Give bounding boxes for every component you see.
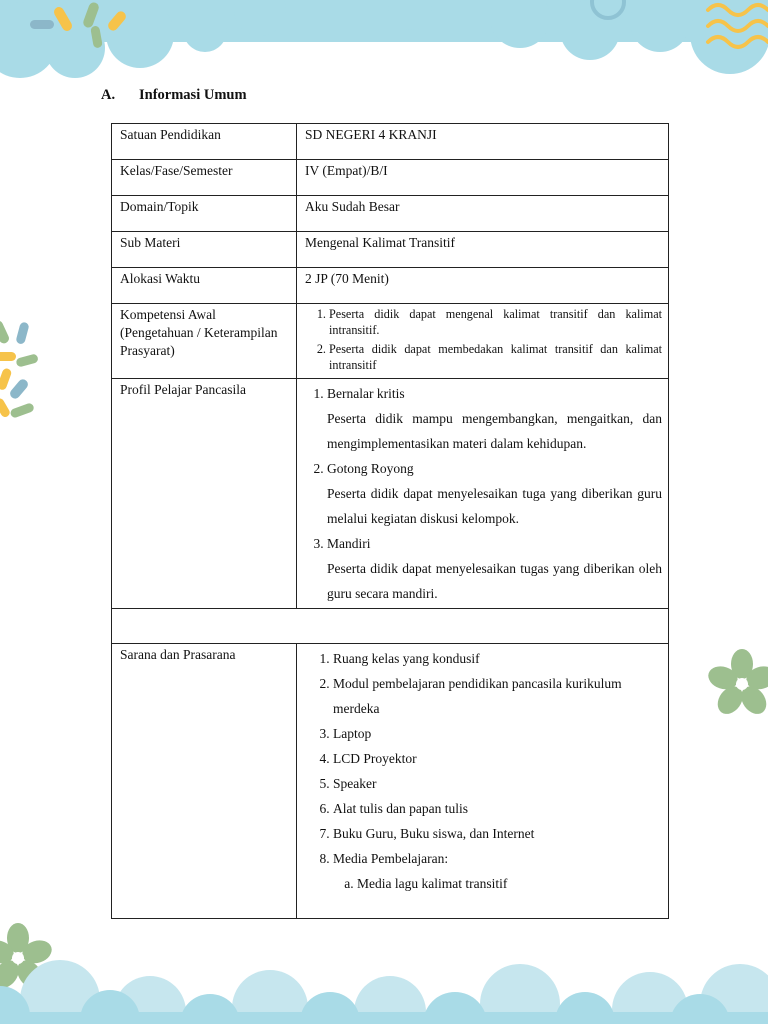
list-item: 2. Peserta didik dapat membedakan kalimat transitif dan kalimat intransitif bbox=[329, 341, 662, 374]
row-label: Domain/Topik bbox=[112, 196, 297, 232]
list-item bbox=[327, 456, 662, 531]
info-table bbox=[111, 123, 669, 919]
list-item bbox=[327, 381, 662, 456]
row-value: Mengenal Kalimat Transitif bbox=[297, 232, 669, 268]
list-item-text: Media Pembelajaran: bbox=[333, 850, 449, 866]
profil-list bbox=[305, 381, 662, 606]
section-number: A. bbox=[101, 87, 116, 103]
list-item: 4. LCD Proyektor bbox=[333, 746, 662, 771]
row-value: Aku Sudah Besar bbox=[297, 196, 669, 232]
section-heading bbox=[101, 87, 247, 104]
profil-title: Gotong Royong bbox=[327, 460, 414, 476]
table-row-profil bbox=[112, 378, 669, 608]
table-row bbox=[112, 268, 669, 304]
list-item: 5. Speaker bbox=[333, 771, 662, 796]
list-item bbox=[327, 531, 662, 606]
sarana-label: Sarana dan Prasarana bbox=[112, 643, 297, 918]
list-item: 7. Buku Guru, Buku siswa, dan Internet bbox=[333, 821, 662, 846]
row-value: 2 JP (70 Menit) bbox=[297, 268, 669, 304]
table-row bbox=[112, 232, 669, 268]
list-item: 2. Modul pembelajaran pendidikan pancasila kurikulum merdeka bbox=[333, 671, 662, 721]
row-label: Sub Materi bbox=[112, 232, 297, 268]
sarana-sublist bbox=[333, 871, 662, 896]
profil-desc: Peserta didik dapat menyelesaikan tugas yang diberikan oleh guru secara mandiri. bbox=[327, 560, 662, 601]
profil-label: Profil Pelajar Pancasila bbox=[112, 378, 297, 608]
list-item: 1. Peserta didik dapat mengenal kalimat transitif dan kalimat intransitif. bbox=[329, 306, 662, 339]
kompetensi-list bbox=[305, 306, 662, 374]
kompetensi-value bbox=[297, 304, 669, 379]
row-value: SD NEGERI 4 KRANJI bbox=[297, 124, 669, 160]
list-item bbox=[333, 846, 662, 896]
table-row bbox=[112, 124, 669, 160]
profil-desc: Peserta didik mampu mengembangkan, mengaitkan, dan mengimplementasikan materi dalam kehidupan. bbox=[327, 410, 662, 451]
list-item: 1. Ruang kelas yang kondusif bbox=[333, 646, 662, 671]
table-row-sarana bbox=[112, 643, 669, 918]
profil-value bbox=[297, 378, 669, 608]
empty-cell bbox=[112, 608, 669, 643]
table-row bbox=[112, 196, 669, 232]
row-label: Alokasi Waktu bbox=[112, 268, 297, 304]
table-row bbox=[112, 160, 669, 196]
table-row-kompetensi bbox=[112, 304, 669, 379]
row-value: IV (Empat)/B/I bbox=[297, 160, 669, 196]
profil-title: Bernalar kritis bbox=[327, 385, 405, 401]
kompetensi-label: Kompetensi Awal (Pengetahuan / Keterampilan Prasyarat) bbox=[112, 304, 297, 379]
sarana-list bbox=[305, 646, 662, 896]
list-item: 6. Alat tulis dan papan tulis bbox=[333, 796, 662, 821]
sarana-value bbox=[297, 643, 669, 918]
table-row-empty bbox=[112, 608, 669, 643]
list-item: 3. Laptop bbox=[333, 721, 662, 746]
row-label: Satuan Pendidikan bbox=[112, 124, 297, 160]
profil-desc: Peserta didik dapat menyelesaikan tuga yang diberikan guru melalui kegiatan diskusi kelompok. bbox=[327, 485, 662, 526]
row-label: Kelas/Fase/Semester bbox=[112, 160, 297, 196]
section-title: Informasi Umum bbox=[139, 87, 247, 103]
list-item: a. Media lagu kalimat transitif bbox=[357, 871, 662, 896]
profil-title: Mandiri bbox=[327, 535, 371, 551]
